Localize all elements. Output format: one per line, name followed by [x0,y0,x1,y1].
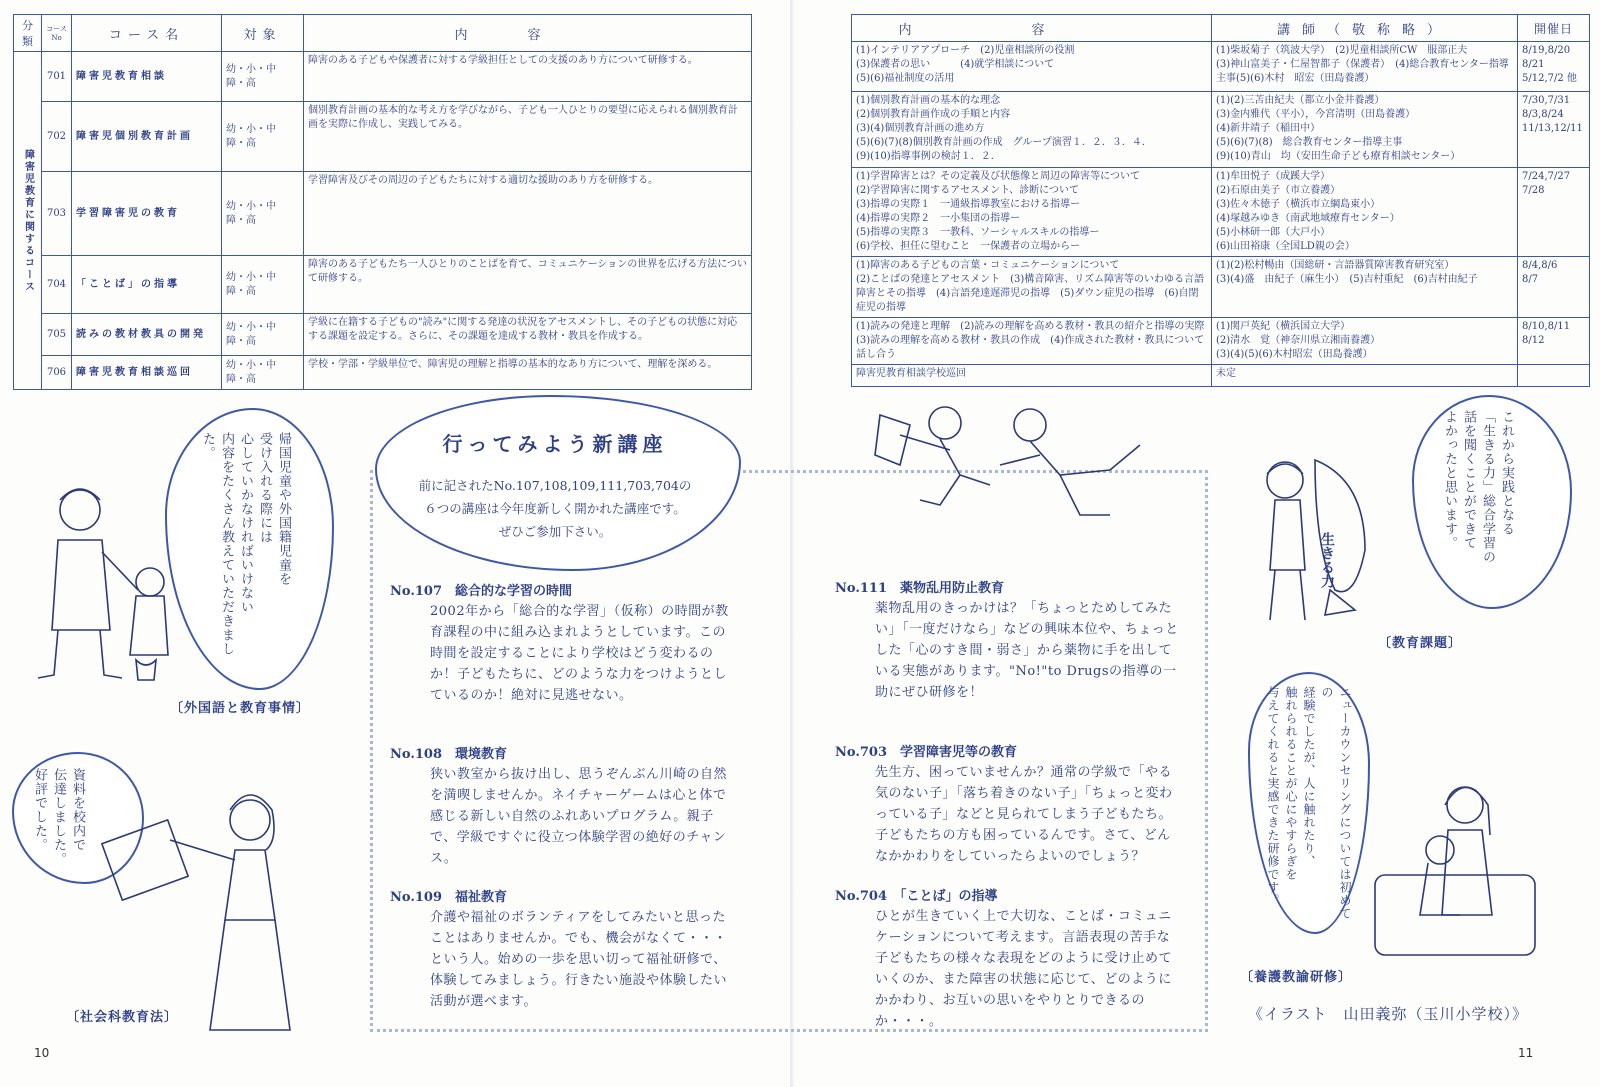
course-content: 障害のある子どもたち一人ひとりのことばを育て、コミュニケーションの世界を広げる方法について研修する。 [304,256,752,314]
course-no: 704 [42,256,72,314]
page-number-left: 10 [34,1046,50,1060]
section-body: 薬物乱用のきっかけは？「ちょっとためしてみたい」「一度だけなら」などの興味本位や、ちょっとした「心のすき間・弱さ」から薬物に手を出している実態があります。"No!"to Drugsの指導の一助にぜひ研修を！ [875,601,1179,700]
table-row [852,92,1590,168]
table-header [14,15,752,52]
course-name: 学習障害児の教育 [72,172,222,256]
feature-intro: 前に記されたNo.107,108,109,111,703,704の ６つの講座は今年度新しく開かれた講座です。 ぜひご参加下さい。 [418,478,692,539]
illustration-boy-with-fish [1245,440,1410,630]
table-row [852,318,1590,365]
table-row [14,256,752,314]
table-row [852,257,1590,318]
section-704 [835,885,1183,1032]
section-title: 環境教育 [455,747,508,762]
section-107 [390,580,735,706]
section-number: No.109 [390,890,442,905]
course-table-left [13,14,752,390]
table-row [14,314,752,356]
illustration-credit: 《イラスト 山田義弥（玉川小学校）》 [1248,1005,1529,1023]
table-header [852,15,1590,42]
illustration-running-men [870,395,1150,535]
page-number-right: 11 [1518,1046,1534,1060]
section-number: No.111 [835,581,887,596]
row-content: (1)学習障害とは？その定義及び状態像と周辺の障害等について (2)学習障害に関するアセスメント、診断について (3)指導の実際１ 一通級指導教室における指導ー (4)指導の実際２ 一小集団の指導ー (5)指導の実際３ 一教科、ソーシャルスキルの指導ー (6)学校、担任に望むこと 一保護者の立場からー [852,168,1212,257]
course-target: 幼・小・中 障・高 [222,52,304,102]
bubble-text-issues: これから実践となる 「生きる力」総合学習の 話を聞くことができて よかったと思います。 [1442,410,1514,564]
fish-text: 生きる力 [1319,532,1335,588]
row-lecturer: (1)関戸英紀（横浜国立大学） (2)清水 覚（神奈川県立湘南養護） (3)(4)(5)(6)木村昭宏（田島養護） [1212,318,1518,365]
table-row [14,172,752,256]
section-703 [835,741,1183,867]
row-content: (1)個別教育計画の基本的な理念 (2)個別教育計画作成の手順と内容 (3)(4)個別教育計画の進め方 (5)(6)(7)(8)個別教育計画の作成 グループ演習１．２．３．４． (9)(10)指導事例の検討１．２． [852,92,1212,168]
row-date: 8/10,8/11 8/12 [1518,318,1590,365]
illustration-woman-with-bag [70,780,300,1040]
section-title: 総合的な学習の時間 [455,584,573,599]
section-title: 薬物乱用防止教育 [900,581,1005,596]
bubble-text-social: 資料を校内で 伝達しました。 好評でした。 [32,768,85,866]
course-no: 705 [42,314,72,356]
section-number: No.704 [835,889,887,904]
illustration-teacher-and-child [18,470,183,690]
course-name: 障害児教育相談巡回 [72,356,222,390]
course-content: 個別教育計画の基本的な考え方を学びながら、子ども一人ひとりの要望に応えられる個別教育計画を実際に作成し、実践してみる。 [304,102,752,172]
table-row [14,356,752,390]
row-lecturer: (1)牟田悦子（成蹊大学） (2)石原由美子（市立養護） (3)佐々木徳子（横浜市立綱島東小） (4)塚越みゆき（南武地域療育センター） (5)小林研一郎（大戸小） (6)山田裕康（全国LD親の会） [1212,168,1518,257]
course-name: 障害児個別教育計画 [72,102,222,172]
row-content: (1)読みの発達と理解 (2)読みの理解を高める教材・教具の紹介と指導の実際 (3)読みの理解を高める教材・教具の作成 (4)作成された教材・教具について話し合う [852,318,1212,365]
table-row [852,42,1590,92]
caption-foreign: 〔外国語と教育事情〕 [170,701,311,716]
header-course-name: コース名 [72,15,222,52]
course-no: 703 [42,172,72,256]
course-no: 706 [42,356,72,390]
header-lecturer: 講師（敬称略） [1212,15,1518,42]
table-row [852,168,1590,257]
course-name: 障害児教育相談 [72,52,222,102]
header-date: 開催日 [1518,15,1590,42]
caption-social: 〔社会科教育法〕 [66,1010,179,1025]
row-date: 8/4,8/6 8/7 [1518,257,1590,318]
section-111 [835,577,1183,703]
header-target: 対象 [222,15,304,52]
course-name: 「ことば」の指導 [72,256,222,314]
section-body: ひとが生きていく上で大切な、ことば・コミュニケーションについて考えます。言語表現の苦手な子どもたちの様々な表現をどのように受け止めていくのか、また障害の状態に応じて、どのようにかかわり、お互いの思いをやりとりできるのか・・・。 [875,909,1173,1029]
header-category: 分類 [14,15,42,52]
category-cell: 障害児教育に関するコース [14,52,42,390]
row-date: 7/24,7/27 7/28 [1518,168,1590,257]
row-lecturer: (1)柴坂菊子（筑波大学） (2)児童相談所CW 服部正夫 (3)神山富美子・仁屋智都子（保護者） (4)総合教育センター指導 主事(5)(6)木村 昭宏（田島養護） [1212,42,1518,92]
section-body: 先生方、困っていませんか？通常の学級で「やる気のない子」「落ち着きのない子」「ちょっと変わっている子」などと見られてしまう子どもたち。子どもたちの方も困っているんです。さて、どんなかかわりをしていったらよいのでしょう？ [875,765,1173,864]
section-number: No.108 [390,747,442,762]
row-content: 障害児教育相談学校巡回 [852,365,1212,387]
header-content: 内容 [304,15,752,52]
table-row [14,102,752,172]
section-body: 狭い教室から抜け出し、思うぞんぶん川崎の自然を満喫しませんか。ネイチャーゲームは心と体で感じる新しい自然のふれあいプログラム。親子で、学級ですぐに役立つ体験学習の絶好のチャンス。 [430,767,728,866]
course-no: 702 [42,102,72,172]
course-target: 幼・小・中 障・高 [222,356,304,390]
section-109 [390,886,735,1012]
row-date [1518,365,1590,387]
bubble-text-foreign: 帰国児童や外国籍児童を 受け入れる際には 心していかなければいけない 内容をたくさん教えていただきました。 [200,432,291,656]
course-target: 幼・小・中 障・高 [222,172,304,256]
table-row [852,365,1590,387]
section-108 [390,743,735,869]
course-target: 幼・小・中 障・高 [222,102,304,172]
header-content: 内容 [852,15,1212,42]
row-date: 8/19,8/20 8/21 5/12,7/2 他 [1518,42,1590,92]
section-number: No.107 [390,584,442,599]
course-target: 幼・小・中 障・高 [222,314,304,356]
header-course-no: コースNo [42,15,72,52]
course-content: 障害のある子どもや保護者に対する学級担任としての支援のあり方について研修する。 [304,52,752,102]
course-content: 学習障害及びその周辺の子どもたちに対する適切な援助のあり方を研修する。 [304,172,752,256]
course-content: 学級に在籍する子どもの"読み"に関する発達の状況をアセスメントし、その子どもの状態に対応する課題を設定する。さらに、その課題を達成する教材・教具を作成する。 [304,314,752,356]
feature-title: 行ってみよう新講座 [442,432,668,456]
caption-nurse: 〔養護教諭研修〕 [1240,970,1353,985]
illustration-mother-and-child [1370,775,1540,965]
row-lecturer: 未定 [1212,365,1518,387]
section-body: 2002年から「総合的な学習」（仮称）の時間が教育課程の中に組み込まれようとしています。この時間を設定することにより学校はどう変わるのか！子どもたちに、どのような力をつけようとしているのか！絶対に見逃せない。 [430,604,729,703]
row-content: (1)インテリアアプローチ (2)児童相談所の役割 (3)保護者の思い (4)就学相談について (5)(6)福祉制度の活用 [852,42,1212,92]
row-content: (1)障害のある子どもの言葉・コミュニケーションについて (2)ことばの発達とアセスメント (3)構音障害、リズム障害等のいわゆる言語障害とその指導 (4)言語発達遅滞児の指導 (5)ダウン症児の指導 (6)自閉症児の指導 [852,257,1212,318]
section-title: 学習障害児等の教育 [900,745,1018,760]
course-target: 幼・小・中 障・高 [222,256,304,314]
section-title: 「ことば」の指導 [900,889,998,904]
course-name: 読みの教材教具の開発 [72,314,222,356]
row-date: 7/30,7/31 8/3,8/24 11/13,12/11 [1518,92,1590,168]
row-lecturer: (1)(2)松村暢由（国総研・言語器質障害教育研究室） (3)(4)盛 由紀子（麻生小） (5)吉村重紀 (6)吉村由紀子 [1212,257,1518,318]
table-row [14,52,752,102]
section-body: 介護や福祉のボランティアをしてみたいと思ったことはありませんか。でも、機会がなくて・・・という人。始めの一歩を思い切って福祉研修で、体験してみましょう。行きたい施設や体験したい活動が選べます。 [430,910,728,1009]
caption-issues: 〔教育課題〕 [1378,636,1463,651]
row-lecturer: (1)(2)三苫由紀夫（都立小金井養護） (3)金内雅代（平小），今宮清明（田島養護） (4)新井靖子（稲田中） (5)(6)(7)(8) 総合教育センター指導主事 (9)(10)青山 均（安田生命子ども療育相談センター） [1212,92,1518,168]
section-title: 福祉教育 [455,890,508,905]
section-number: No.703 [835,745,887,760]
bubble-text-nurse: ニューカウンセリングについては初めての 経験でしたが、人に触れたり、 触れられることが心にやすらぎを 与えてくれると実感できた研修です。 [1266,686,1352,920]
course-content: 学校・学部・学級単位で、障害児の理解と指導の基本的なあり方について、理解を深める。 [304,356,752,390]
course-table-right [851,14,1590,387]
course-no: 701 [42,52,72,102]
